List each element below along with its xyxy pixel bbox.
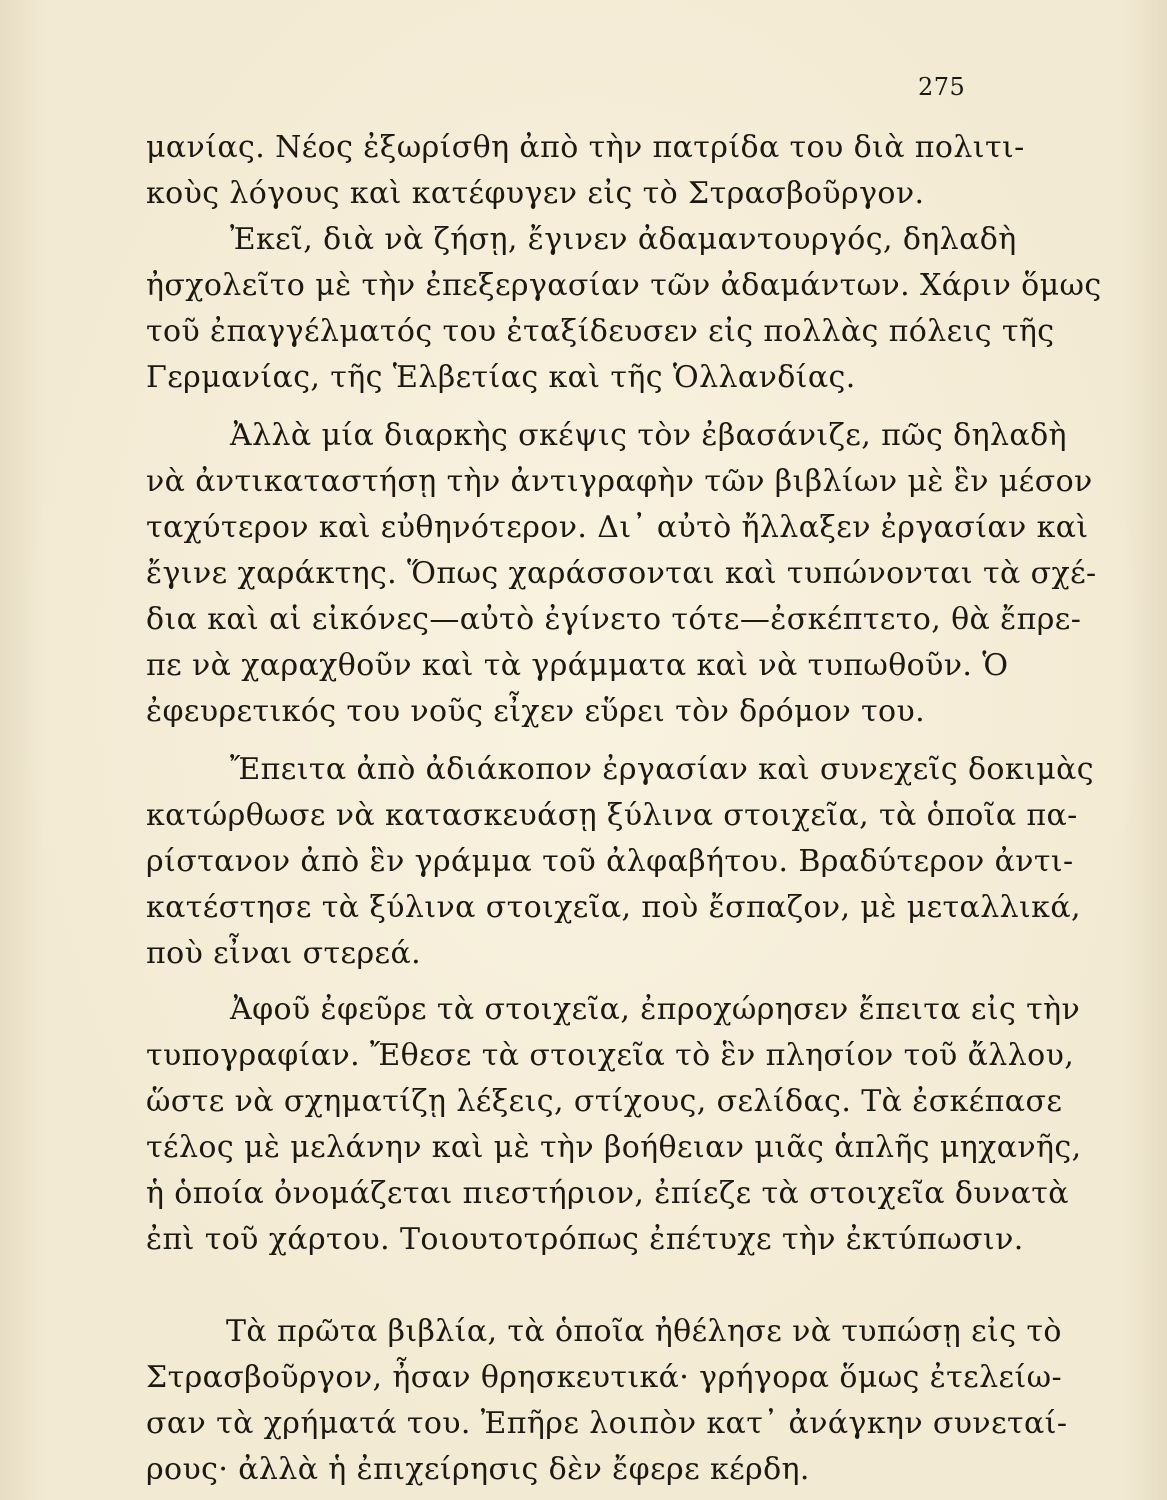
text-line: κατέστησε τὰ ξύλινα στοιχεῖα, ποὺ ἔσπαζον, μὲ μεταλλικά, (146, 890, 1081, 925)
text-line: Ἀφοῦ ἐφεῦρε τὰ στοιχεῖα, ἐπροχώρησεν ἔπειτα εἰς τὴν (230, 992, 1081, 1027)
text-line: ἠσχολεῖτο μὲ τὴν ἐπεξεργασίαν τῶν ἀδαμάντων. Χάριν ὅμως (146, 268, 1102, 303)
text-line: πε νὰ χαραχθοῦν καὶ τὰ γράμματα καὶ νὰ τυπωθοῦν. Ὁ (146, 648, 1009, 683)
text-line: ποὺ εἶναι στερεά. (146, 936, 422, 971)
text-line: ὥστε νὰ σχηματίζῃ λέξεις, στίχους, σελίδας. Τὰ ἐσκέπασε (146, 1084, 1063, 1119)
text-line: μανίας. Νέος ἐξωρίσθη ἀπὸ τὴν πατρίδα του διὰ πολιτι- (146, 130, 1025, 165)
text-line: τοῦ ἐπαγγέλματός του ἐταξίδευσεν εἰς πολλὰς πόλεις τῆς (146, 314, 1055, 349)
text-line: δια καὶ αἱ εἰκόνες—αὐτὸ ἐγίνετο τότε—ἐσκέπτετο, θὰ ἔπρε- (146, 602, 1082, 637)
text-line: ἡ ὁποία ὀνομάζεται πιεστήριον, ἐπίεζε τὰ στοιχεῖα δυνατὰ (146, 1176, 1069, 1211)
text-line: Γερμανίας, τῆς Ἑλβετίας καὶ τῆς Ὁλλανδίας. (146, 360, 856, 395)
text-line: ἐφευρετικός του νοῦς εἶχεν εὕρει τὸν δρόμον του. (146, 694, 926, 729)
text-line: νὰ ἀντικαταστήσῃ τὴν ἀντιγραφὴν τῶν βιβλίων μὲ ἓν μέσον (146, 464, 1093, 499)
text-line: ἐπὶ τοῦ χάρτου. Τοιουτοτρόπως ἐπέτυχε τὴν ἐκτύπωσιν. (146, 1222, 1024, 1257)
text-line: Ἔπειτα ἀπὸ ἀδιάκοπον ἐργασίαν καὶ συνεχεῖς δοκιμὰς (230, 752, 1094, 787)
page-number: 275 (918, 73, 966, 101)
text-line: Τὰ πρῶτα βιβλία, τὰ ὁποῖα ἠθέλησε νὰ τυπώσῃ εἰς τὸ (226, 1314, 1062, 1349)
text-line: Ἐκεῖ, διὰ νὰ ζήσῃ, ἔγινεν ἀδαμαντουργός, δηλαδὴ (230, 222, 1017, 257)
text-line: ρίστανον ἀπὸ ἓν γράμμα τοῦ ἀλφαβήτου. Βραδύτερον ἀντι- (146, 844, 1074, 879)
text-line: κοὺς λόγους καὶ κατέφυγεν εἰς τὸ Στρασβοῦργον. (146, 176, 925, 211)
text-line: Στρασβοῦργον, ἦσαν θρησκευτικά· γρήγορα ὅμως ἐτελείω- (146, 1360, 1063, 1395)
text-line: τυπογραφίαν. Ἔθεσε τὰ στοιχεῖα τὸ ἓν πλησίον τοῦ ἄλλου, (146, 1038, 1075, 1073)
text-line: ρους· ἀλλὰ ἡ ἐπιχείρησις δὲν ἔφερε κέρδη. (146, 1452, 810, 1487)
text-line: σαν τὰ χρήματά του. Ἐπῆρε λοιπὸν κατ᾽ ἀνάγκην συνεταί- (146, 1406, 1068, 1441)
text-line: ἔγινε χαράκτης. Ὅπως χαράσσονται καὶ τυπώνονται τὰ σχέ- (146, 556, 1097, 591)
text-line: ταχύτερον καὶ εὐθηνότερον. Δι᾽ αὐτὸ ἤλλαξεν ἐργασίαν καὶ (146, 510, 1089, 545)
text-line: τέλος μὲ μελάνην καὶ μὲ τὴν βοήθειαν μιᾶς ἁπλῆς μηχανῆς, (146, 1130, 1082, 1165)
text-line: κατώρθωσε νὰ κατασκευάσῃ ξύλινα στοιχεῖα, τὰ ὁποῖα πα- (146, 798, 1078, 833)
text-line: Ἀλλὰ μία διαρκὴς σκέψις τὸν ἐβασάνιζε, πῶς δηλαδὴ (230, 418, 1067, 453)
